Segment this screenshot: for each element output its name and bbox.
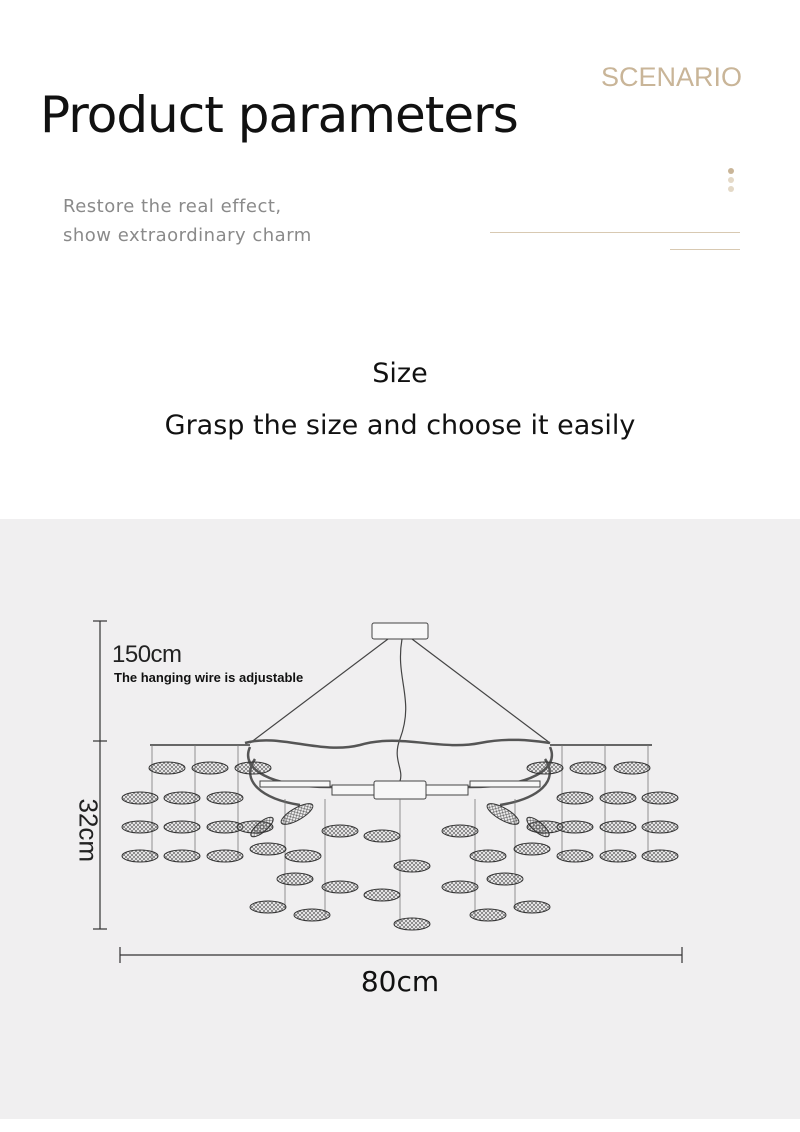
horizontal-dimension-line bbox=[120, 947, 682, 963]
dot bbox=[728, 168, 734, 174]
chandelier-diagram bbox=[0, 519, 800, 1119]
central-hub bbox=[260, 781, 540, 799]
hanging-length-label: 150cm bbox=[112, 641, 182, 668]
width-label: 80cm bbox=[360, 965, 440, 998]
suspension-wires bbox=[250, 639, 550, 781]
decorative-line bbox=[490, 232, 740, 233]
dot bbox=[728, 177, 734, 183]
ceiling-canopy bbox=[372, 623, 428, 639]
height-label: 32cm bbox=[73, 798, 104, 863]
subtitle-line-2: show extraordinary charm bbox=[63, 225, 312, 246]
page-title: Product parameters bbox=[40, 86, 518, 144]
decorative-line bbox=[670, 249, 740, 250]
dot bbox=[728, 186, 734, 192]
subtitle-line-1: Restore the real effect, bbox=[63, 196, 282, 217]
brand-label: SCENARIO bbox=[600, 62, 742, 92]
vertical-dimension-line bbox=[93, 621, 107, 929]
decorative-dots bbox=[728, 168, 734, 195]
hanging-note: The hanging wire is adjustable bbox=[114, 670, 304, 685]
dimension-diagram-panel bbox=[0, 519, 800, 1119]
size-heading: Size bbox=[372, 358, 428, 389]
size-subheading: Grasp the size and choose it easily bbox=[164, 410, 636, 441]
